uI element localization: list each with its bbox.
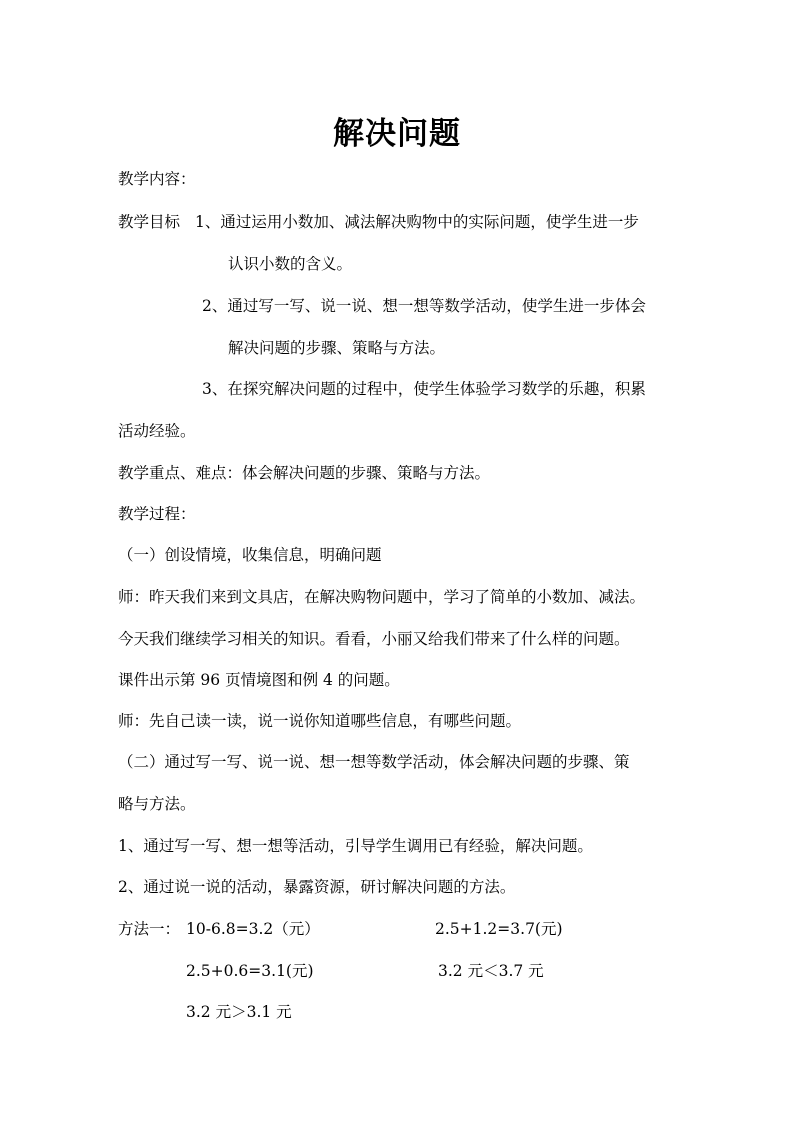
equation-5: 3.2 元＞3.1 元 xyxy=(186,1003,292,1021)
teacher-line-2: 今天我们继续学习相关的知识。看看，小丽又给我们带来了什么样的问题。 xyxy=(118,630,630,648)
goal-2-line-1: 2、通过写一写、说一说、想一想等数学活动，使学生进一步体会 xyxy=(202,297,646,315)
method-label: 方法一： xyxy=(118,920,181,938)
process-label: 教学过程： xyxy=(118,505,196,523)
goal-1-line-2: 认识小数的含义。 xyxy=(228,255,353,273)
goals-label: 教学目标 xyxy=(118,213,181,231)
section-2-heading-line-2: 略与方法。 xyxy=(118,795,196,813)
goal-2-line-2: 解决问题的步骤、策略与方法。 xyxy=(228,339,446,357)
courseware-line: 课件出示第 96 页情境图和例 4 的问题。 xyxy=(118,671,400,689)
goal-1-line-1: 1、通过运用小数加、减法解决购物中的实际问题，使学生进一步 xyxy=(195,213,639,231)
step-1: 1、通过写一写、想一想等活动，引导学生调用已有经验，解决问题。 xyxy=(118,837,593,855)
section-1-heading: （一）创设情境，收集信息，明确问题 xyxy=(118,546,382,564)
equation-1: 10-6.8=3.2（元） xyxy=(186,920,320,938)
step-2: 2、通过说一说的活动，暴露资源，研讨解决问题的方法。 xyxy=(118,878,516,896)
section-2-heading-line-1: （二）通过写一写、说一说、想一想等数学活动，体会解决问题的步骤、策 xyxy=(118,753,630,771)
equation-4: 3.2 元＜3.7 元 xyxy=(438,962,544,980)
equation-3: 2.5+0.6=3.1(元) xyxy=(186,962,314,980)
document-title: 解决问题 xyxy=(333,116,461,152)
teacher-line-3: 师：先自己读一读，说一说你知道哪些信息，有哪些问题。 xyxy=(118,712,522,730)
teacher-line-1: 师：昨天我们来到文具店，在解决购物问题中，学习了简单的小数加、减法。 xyxy=(118,588,646,606)
goal-3-line-1: 3、在探究解决问题的过程中，使学生体验学习数学的乐趣，积累 xyxy=(202,380,646,398)
content-label: 教学内容： xyxy=(118,170,196,188)
key-points: 教学重点、难点：体会解决问题的步骤、策略与方法。 xyxy=(118,464,491,482)
goal-3-line-2: 活动经验。 xyxy=(118,422,196,440)
equation-2: 2.5+1.2=3.7(元) xyxy=(435,920,563,938)
